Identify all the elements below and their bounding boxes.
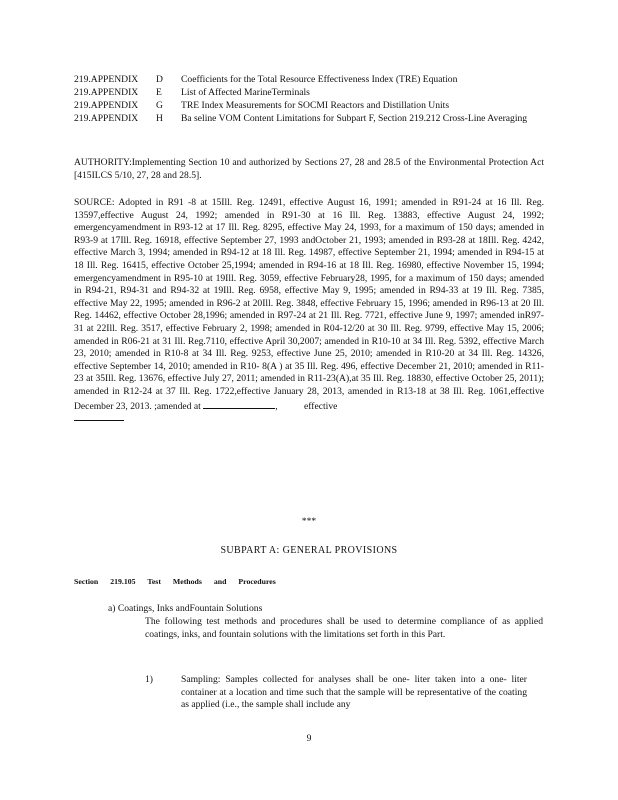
page-number: 9 bbox=[306, 733, 312, 744]
item-body: Sampling: Samples collected for analyses shall be one- liter taken into a one- liter container at a location and time such that the sample will be representative of the coating as applied (i.e., the sample shall include any bbox=[181, 674, 527, 711]
appendix-number: 219.APPENDIX bbox=[74, 74, 139, 85]
appendix-number: 219.APPENDIX bbox=[74, 113, 139, 124]
appendix-row-h bbox=[74, 113, 544, 141]
source-paragraph bbox=[74, 197, 544, 426]
authority-paragraph: AUTHORITY:Implementing Section 10 and authorized by Sections 27, 28 and 28.5 of the Environmental Protection Act [415ILCS 5/10, 27, 28 and 28.5]. bbox=[74, 157, 544, 181]
section-separator: *** bbox=[301, 516, 317, 527]
appendix-title: Coefficients for the Total Resource Effectiveness Index (TRE) Equation bbox=[181, 74, 458, 85]
appendix-title: Ba seline VOM Content Limitations for Subpart F, Section 219.212 Cross-Line Averaging bbox=[181, 113, 528, 124]
blank-line bbox=[74, 419, 124, 421]
section-heading: Section 219.105 Test Methods and Procedures bbox=[74, 577, 276, 586]
appendix-letter: D bbox=[156, 74, 163, 85]
appendix-letter: G bbox=[156, 100, 163, 111]
appendix-letter: E bbox=[156, 87, 162, 98]
subsection-a-title: a) Coatings, Inks andFountain Solutions bbox=[108, 603, 263, 614]
appendix-number: 219.APPENDIX bbox=[74, 100, 139, 111]
appendix-row-g bbox=[74, 100, 544, 114]
appendix-title: List of Affected MarineTerminals bbox=[181, 87, 310, 98]
subpart-heading: SUBPART A: GENERAL PROVISIONS bbox=[220, 545, 398, 556]
source-tail-comma: , bbox=[275, 400, 278, 412]
source-tail-effective: effective bbox=[304, 400, 338, 412]
appendix-title: TRE Index Measurements for SOCMI Reactors and Distillation Units bbox=[181, 100, 450, 111]
appendix-number: 219.APPENDIX bbox=[74, 87, 139, 98]
blank-line bbox=[203, 399, 275, 409]
subsection-a-body: The following test methods and procedures shall be used to determine compliance of as applied coatings, inks, and fountain solutions with the limitations set forth in this Part. bbox=[145, 616, 543, 640]
source-text: SOURCE: Adopted in R91 -8 at 15Ill. Reg. 12491, effective August 16, 1991; amended in R91-24 at 16 Ill. Reg. 13597,effective August 24, 1992; amended in R91-30 at 16 Ill. Reg. 13883, effective August 24, 1992; emergencyamendment in R93-12 at 17 Ill. Reg. 8295, effective May 24, 1993, for a maximum of 150 days; amended in R93-9 at 17Ill. Reg. 16918, effective September 27, 1993 andOctober 21, 1993; amended in R93-28 at 18Ill. Reg. 4242, effective March 3, 1994; amended in R94-12 at 18 Ill. Reg. 14987, effective September 21, 1994; amended in R94-15 at 18 Ill. Reg. 16415, effective October 25,1994; amended in R94-16 at 18 Ill. Reg. 16980, effective November 15, 1994; emergencyamendment in R95-10 at 19Ill. Reg. 3059, effective February28, 1995, for a maximum of 150 days; amended in R94-21, R94-31 and R94-32 at 19Ill. Reg. 6958, effective May 9, 1995; amended in R94-33 at 19 Ill. Reg. 7385, effective May 22, 1995; amended in R96-2 at 20Ill. Reg. 3848, effective February 15, 1996; amended in R96-13 at 20 Ill. Reg. 14462, effective October 28,1996; amended in R97-24 at 21 Ill. Reg. 7721, effective June 9, 1997; amended inR97-31 at 22Ill. Reg. 3517, effective February 2, 1998; amended in R04-12/20 at 30 Ill. Reg. 9799, effective May 15, 2006; amended in R06-21 at 31 Ill. Reg.7110, effective April 30,2007; amended in R10-10 at 34 Ill. Reg. 5392, effective March 23, 2010; amended in R10-8 at 34 Ill. Reg. 9253, effective June 25, 2010; amended in R10-20 at 34 Ill. Reg. 14326, effective September 14, 2010; amended in R10- 8(A ) at 35 Ill. Reg. 496, effective December 21, 2010; amended in R11-23 at 35Ill. Reg. 13676, effective July 27, 2011; amended in R11-23(A),at 35 Ill. Reg. 18830, effective October 25, 2011); amended in R12-24 at 37 Ill. Reg. 1722,effective January 28, 2013, amended in R13-18 at 38 Ill. Reg. 1061,effective December 23, 2013. ;amended at bbox=[74, 197, 544, 412]
item-number: 1) bbox=[145, 674, 153, 685]
appendix-letter: H bbox=[156, 113, 163, 124]
appendix-row-e bbox=[74, 87, 544, 101]
appendix-row-d bbox=[74, 74, 544, 88]
